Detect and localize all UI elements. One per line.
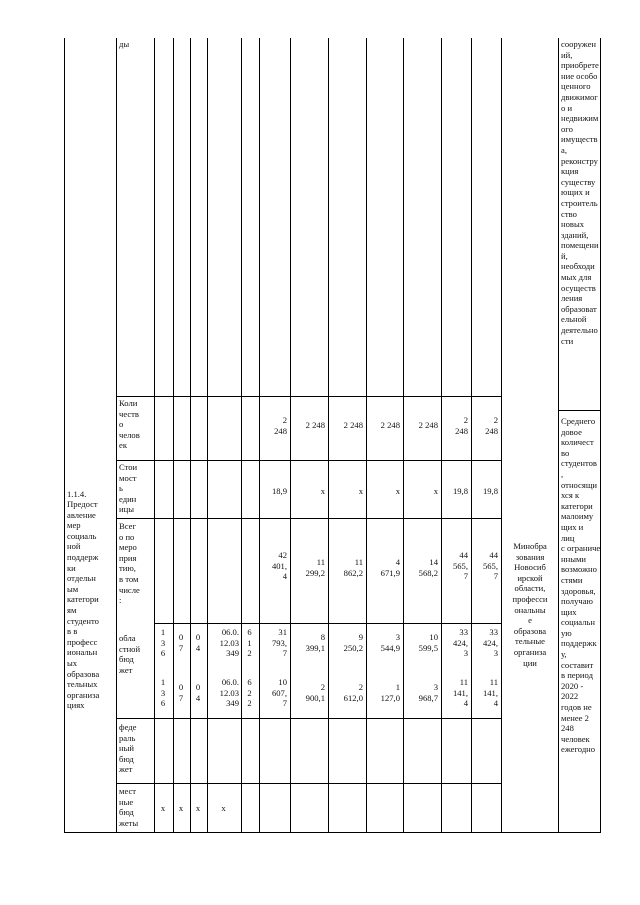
local-budget-code: x bbox=[178, 803, 184, 813]
text-line: ки bbox=[67, 562, 76, 573]
grid-line bbox=[190, 38, 191, 833]
grid-line bbox=[241, 38, 242, 833]
target-indicator-text bbox=[561, 416, 601, 755]
text-line: тию, bbox=[119, 563, 136, 574]
grid-line bbox=[173, 38, 174, 833]
count-value: 2 248 bbox=[274, 415, 287, 436]
count-value: 2 248 bbox=[380, 420, 400, 430]
text-line: мер bbox=[67, 520, 81, 531]
text-line: циях bbox=[67, 700, 85, 711]
text-line: составит bbox=[561, 659, 594, 670]
regional-budget-value: 3 544,9 bbox=[380, 632, 400, 653]
text-line: студентов bbox=[561, 458, 597, 469]
regional-budget-value: 2 900,1 bbox=[305, 682, 325, 703]
text-line: числе bbox=[119, 584, 140, 595]
text-line: ым bbox=[67, 583, 79, 594]
text-line: довое bbox=[561, 426, 582, 437]
unit-cost-value: 18,9 bbox=[271, 486, 287, 496]
text-line: студенто bbox=[67, 615, 99, 626]
text-line: обла bbox=[119, 633, 136, 643]
text-line: о по bbox=[119, 531, 135, 542]
text-line: ь bbox=[119, 483, 123, 494]
text-line: : bbox=[119, 595, 122, 606]
text-line: человек bbox=[561, 733, 590, 744]
text-line: отдельн bbox=[67, 573, 96, 584]
text-line: Стои bbox=[119, 462, 138, 472]
total-value: 44 565, 7 bbox=[482, 550, 498, 582]
grid-line bbox=[259, 38, 260, 833]
local-budget-code: x bbox=[195, 803, 201, 813]
text-line: получаю bbox=[561, 596, 593, 607]
total-value: 44 565, 7 bbox=[452, 550, 468, 582]
text-line: у, bbox=[561, 649, 567, 660]
grid-line bbox=[64, 38, 65, 833]
text-line: бюд bbox=[119, 753, 134, 764]
text-line: ции bbox=[523, 657, 537, 668]
text-line: недвижим bbox=[561, 113, 599, 124]
text-line: ные bbox=[119, 796, 134, 807]
text-line: с ограниче bbox=[561, 543, 601, 554]
text-line: Минобра bbox=[513, 541, 547, 551]
regional-budget-value: 10 599,5 bbox=[418, 632, 438, 653]
regional-budget-value: 2 612,0 bbox=[343, 682, 363, 703]
text-line: щих bbox=[561, 606, 577, 617]
text-line: новых bbox=[561, 219, 585, 230]
text-line: Среднего bbox=[561, 416, 596, 426]
text-line: категори bbox=[561, 500, 593, 511]
text-line: нными bbox=[561, 553, 587, 564]
text-line: социальн bbox=[561, 617, 596, 628]
text-line: о bbox=[119, 419, 124, 430]
grid-line bbox=[558, 410, 600, 411]
grid-line bbox=[441, 38, 442, 833]
text-line: , bbox=[561, 468, 564, 479]
text-line: авление bbox=[67, 509, 96, 520]
count-value: 2 248 bbox=[305, 420, 325, 430]
budget-code: 0 7 bbox=[178, 682, 184, 703]
count-value: 2 248 bbox=[485, 415, 498, 436]
text-line: области, bbox=[514, 583, 546, 594]
regional-budget-value: 10 607, 7 bbox=[271, 677, 287, 709]
row-label-total bbox=[119, 521, 153, 606]
text-line: сооружен bbox=[561, 39, 597, 49]
text-line: щих и bbox=[561, 521, 584, 532]
text-line: Предост bbox=[67, 499, 98, 509]
row-label-federal-budget bbox=[119, 722, 153, 775]
text-line: движимог bbox=[561, 91, 598, 102]
grid-line bbox=[116, 718, 501, 719]
grid-line bbox=[116, 518, 501, 519]
local-budget-code: x bbox=[221, 803, 226, 813]
unit-cost-value: 19,8 bbox=[482, 486, 498, 496]
text-line: жеты bbox=[119, 817, 139, 828]
text-line: един bbox=[119, 493, 137, 504]
unit-cost-value: x bbox=[320, 486, 325, 496]
text-line: зданий, bbox=[561, 229, 589, 240]
text-line: бюд bbox=[119, 807, 134, 818]
text-line: ной bbox=[67, 541, 81, 552]
regional-budget-value: 33 424, 3 bbox=[452, 627, 468, 659]
grid-line bbox=[64, 832, 601, 833]
budget-code: 06.0. 12.03 349 bbox=[219, 627, 239, 659]
text-line: организа bbox=[67, 689, 100, 700]
row-label-regional-budget bbox=[119, 633, 153, 675]
text-line: осуществ bbox=[561, 282, 596, 293]
total-value: 11 862,2 bbox=[343, 557, 363, 578]
text-line: ежегодно bbox=[561, 744, 596, 755]
text-line: стной bbox=[119, 643, 141, 654]
text-line: лиц bbox=[561, 532, 575, 543]
text-line: ий, bbox=[561, 49, 573, 60]
executor-text bbox=[502, 541, 558, 668]
text-line: малоиму bbox=[561, 511, 594, 522]
text-line: ых bbox=[67, 657, 78, 668]
text-line: о и bbox=[561, 102, 573, 113]
text-line: образова bbox=[513, 625, 547, 636]
text-line: 2022 bbox=[561, 691, 579, 702]
text-line: а, bbox=[561, 144, 567, 155]
text-line: ую bbox=[561, 627, 572, 638]
text-line: тельные bbox=[515, 636, 545, 647]
text-line: относящи bbox=[561, 479, 598, 490]
text-line: менее 2 bbox=[561, 712, 589, 723]
grid-line bbox=[116, 783, 501, 784]
regional-budget-value: 11 141, 4 bbox=[482, 677, 498, 709]
text-line: в в bbox=[67, 626, 78, 637]
text-line: ный bbox=[119, 743, 134, 754]
grid-line bbox=[116, 460, 501, 461]
unit-cost-value: x bbox=[395, 486, 400, 496]
text-line: образоват bbox=[561, 303, 597, 314]
text-line: ирской bbox=[517, 572, 543, 583]
text-line: честв bbox=[119, 408, 139, 419]
text-line: ицы bbox=[119, 504, 134, 515]
regional-budget-value: 33 424, 3 bbox=[482, 627, 498, 659]
row-label-local-budgets bbox=[119, 786, 153, 828]
text-line: ек bbox=[119, 440, 127, 451]
text-line: ональны bbox=[514, 604, 546, 615]
text-line: строитель bbox=[561, 197, 598, 208]
text-line: мест bbox=[119, 786, 137, 796]
row-label-unit-cost bbox=[119, 462, 153, 515]
count-value: 2 248 bbox=[418, 420, 438, 430]
regional-budget-value: 31 793, 7 bbox=[271, 627, 287, 659]
text-line: помещени bbox=[561, 240, 599, 251]
text-line: зования bbox=[515, 551, 545, 562]
grid-line bbox=[501, 38, 502, 833]
grid-line bbox=[154, 623, 501, 624]
grid-line bbox=[366, 38, 367, 833]
text-line: Новосиб bbox=[514, 562, 546, 573]
text-line: раль bbox=[119, 732, 136, 743]
text-line: мост bbox=[119, 472, 137, 483]
total-value: 4 671,9 bbox=[380, 557, 400, 578]
regional-budget-value: 9 250,2 bbox=[343, 632, 363, 653]
text-line: категори bbox=[67, 594, 99, 605]
unit-cost-value: 19,8 bbox=[452, 486, 468, 496]
text-line: реконстру bbox=[561, 155, 598, 166]
text-line: во bbox=[561, 447, 570, 458]
grid-line bbox=[116, 38, 117, 833]
type-tail-text: ды bbox=[119, 39, 130, 49]
text-line: 248 bbox=[561, 723, 574, 734]
text-line: в период bbox=[561, 670, 593, 681]
text-line: возможно bbox=[561, 564, 597, 575]
text-line: меро bbox=[119, 542, 137, 553]
unit-cost-value: x bbox=[433, 486, 438, 496]
total-value: 11 299,2 bbox=[305, 557, 325, 578]
text-line: ельной bbox=[561, 314, 587, 325]
budget-code: 6 2 2 bbox=[247, 677, 252, 709]
grid-line bbox=[403, 38, 404, 833]
text-line: поддержк bbox=[561, 638, 597, 649]
text-line: е bbox=[528, 615, 532, 626]
text-line: й, bbox=[561, 250, 568, 261]
budget-code: 0 7 bbox=[178, 632, 184, 653]
budget-code: 6 1 2 bbox=[247, 627, 252, 659]
budget-code: 1 3 6 bbox=[160, 627, 166, 659]
text-line: существу bbox=[561, 176, 596, 187]
text-line: Коли bbox=[119, 398, 138, 408]
text-line: социаль bbox=[67, 530, 97, 541]
text-line: феде bbox=[119, 722, 137, 732]
text-line: приобрете bbox=[561, 60, 599, 71]
regional-budget-value: 3 968,7 bbox=[418, 682, 438, 703]
text-line: годов не bbox=[561, 702, 592, 713]
grid-line bbox=[471, 38, 472, 833]
text-line: бюд bbox=[119, 654, 134, 665]
text-line: ство bbox=[561, 208, 577, 219]
grid-line bbox=[116, 396, 501, 397]
text-line: ющих и bbox=[561, 187, 590, 198]
text-line: ценного bbox=[561, 81, 591, 92]
text-line: 2020 - bbox=[561, 680, 584, 691]
total-value: 42 401, 4 bbox=[271, 550, 287, 582]
budget-code: 06.0. 12.03 349 bbox=[219, 677, 239, 709]
text-line: професс bbox=[67, 636, 98, 647]
text-line: прия bbox=[119, 552, 137, 563]
budget-code: 0 4 bbox=[195, 632, 201, 653]
text-line: ления bbox=[561, 293, 583, 304]
text-line: здоровья, bbox=[561, 585, 596, 596]
text-line: ого bbox=[561, 123, 573, 134]
event-number: 1.1.4. bbox=[67, 489, 87, 499]
regional-budget-value: 1 127,0 bbox=[380, 682, 400, 703]
grid-line bbox=[558, 38, 559, 833]
text-line: мых для bbox=[561, 272, 592, 283]
text-line: челов bbox=[119, 429, 140, 440]
budget-code: 1 3 6 bbox=[160, 677, 166, 709]
count-value: 2 248 bbox=[343, 420, 363, 430]
text-line: ям bbox=[67, 604, 77, 615]
local-budget-code: x bbox=[160, 803, 166, 813]
text-line: количест bbox=[561, 437, 594, 448]
grid-line bbox=[328, 38, 329, 833]
budget-code: 0 4 bbox=[195, 682, 201, 703]
text-line: имуществ bbox=[561, 134, 598, 145]
text-line: поддерж bbox=[67, 551, 99, 562]
grid-line bbox=[207, 38, 208, 833]
total-value: 14 568,2 bbox=[418, 557, 438, 578]
grid-line bbox=[290, 38, 291, 833]
text-line: сти bbox=[561, 335, 574, 346]
text-line: ние особо bbox=[561, 70, 598, 81]
text-line: необходи bbox=[561, 261, 595, 272]
regional-budget-value: 11 141, 4 bbox=[452, 677, 468, 709]
text-line: тельных bbox=[67, 679, 98, 690]
text-line: стями bbox=[561, 574, 583, 585]
event-name bbox=[67, 499, 115, 711]
grid-line bbox=[154, 38, 155, 833]
text-line: организа bbox=[513, 646, 547, 657]
text-line: хся к bbox=[561, 490, 580, 501]
count-value: 2 248 bbox=[455, 415, 468, 436]
text-line: професси bbox=[512, 593, 548, 604]
unit-cost-value: x bbox=[358, 486, 363, 496]
text-line: в том bbox=[119, 573, 139, 584]
text-line: образова bbox=[67, 668, 100, 679]
purpose-tail-text bbox=[561, 39, 601, 346]
text-line: кция bbox=[561, 166, 579, 177]
text-line: жет bbox=[119, 664, 133, 675]
row-label-count bbox=[119, 398, 153, 451]
text-line: жет bbox=[119, 764, 133, 775]
regional-budget-value: 8 399,1 bbox=[305, 632, 325, 653]
text-line: Всег bbox=[119, 521, 136, 531]
text-line: деятельно bbox=[561, 325, 598, 336]
text-line: иональн bbox=[67, 647, 98, 658]
